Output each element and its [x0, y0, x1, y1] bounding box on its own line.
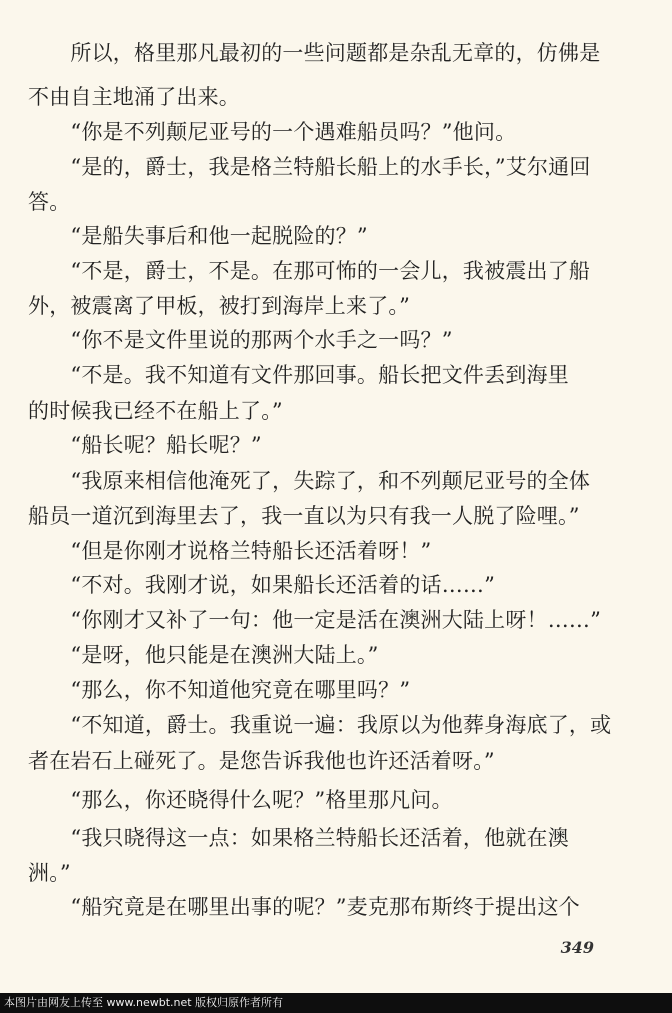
text-line: “你刚才又补了一句：他一定是活在澳洲大陆上呀！……”	[28, 608, 602, 632]
page-number: 349	[560, 938, 594, 957]
text-line: “不知道，爵士。我重说一遍：我原以为他葬身海底了，或	[28, 713, 612, 737]
text-line: “是呀，他只能是在澳洲大陆上。”	[28, 643, 379, 667]
text-line: “不是。我不知道有文件那回事。船长把文件丢到海里	[28, 363, 569, 387]
text-line: “你不是文件里说的那两个水手之一吗？”	[28, 328, 453, 352]
text-line: “我只晓得这一点：如果格兰特船长还活着，他就在澳	[28, 826, 569, 850]
text-line: 所以，格里那凡最初的一些问题都是杂乱无章的，仿佛是	[28, 41, 601, 65]
text-line: 的时候我已经不在船上了。”	[28, 399, 283, 423]
text-line: “那么，你还晓得什么呢？”格里那凡问。	[28, 788, 453, 812]
text-line: “我原来相信他淹死了，失踪了，和不列颠尼亚号的全体	[28, 469, 591, 493]
text-line: “不是，爵士，不是。在那可怖的一会儿，我被震出了船	[28, 259, 591, 283]
text-line: “是的，爵士，我是格兰特船长船上的水手长，”艾尔通回	[28, 155, 591, 179]
text-line: 洲。”	[28, 861, 71, 885]
text-line: “但是你刚才说格兰特船长还活着呀！”	[28, 539, 432, 563]
text-line: 外，被震离了甲板，被打到海岸上来了。”	[28, 294, 411, 318]
text-line: “那么，你不知道他究竟在哪里吗？”	[28, 678, 411, 702]
text-line: “不对。我刚才说，如果船长还活着的话……”	[28, 573, 496, 597]
watermark-footer: 本图片由网友上传至 www.newbt.net 版权归原作者所有	[0, 993, 672, 1013]
text-line: “船长呢？船长呢？”	[28, 433, 262, 457]
text-line: 者在岩石上碰死了。是您告诉我他也许还活着呀。”	[28, 749, 495, 773]
text-line: “你是不列颠尼亚号的一个遇难船员吗？”他问。	[28, 120, 517, 144]
text-line: “是船失事后和他一起脱险的？”	[28, 224, 368, 248]
text-line: 答。	[28, 190, 71, 214]
text-line: “船究竟是在哪里出事的呢？”麦克那布斯终于提出这个	[28, 895, 580, 919]
text-line: 不由自主地涌了出来。	[28, 85, 240, 109]
text-line: 船员一道沉到海里去了，我一直以为只有我一人脱了险哩。”	[28, 504, 580, 528]
